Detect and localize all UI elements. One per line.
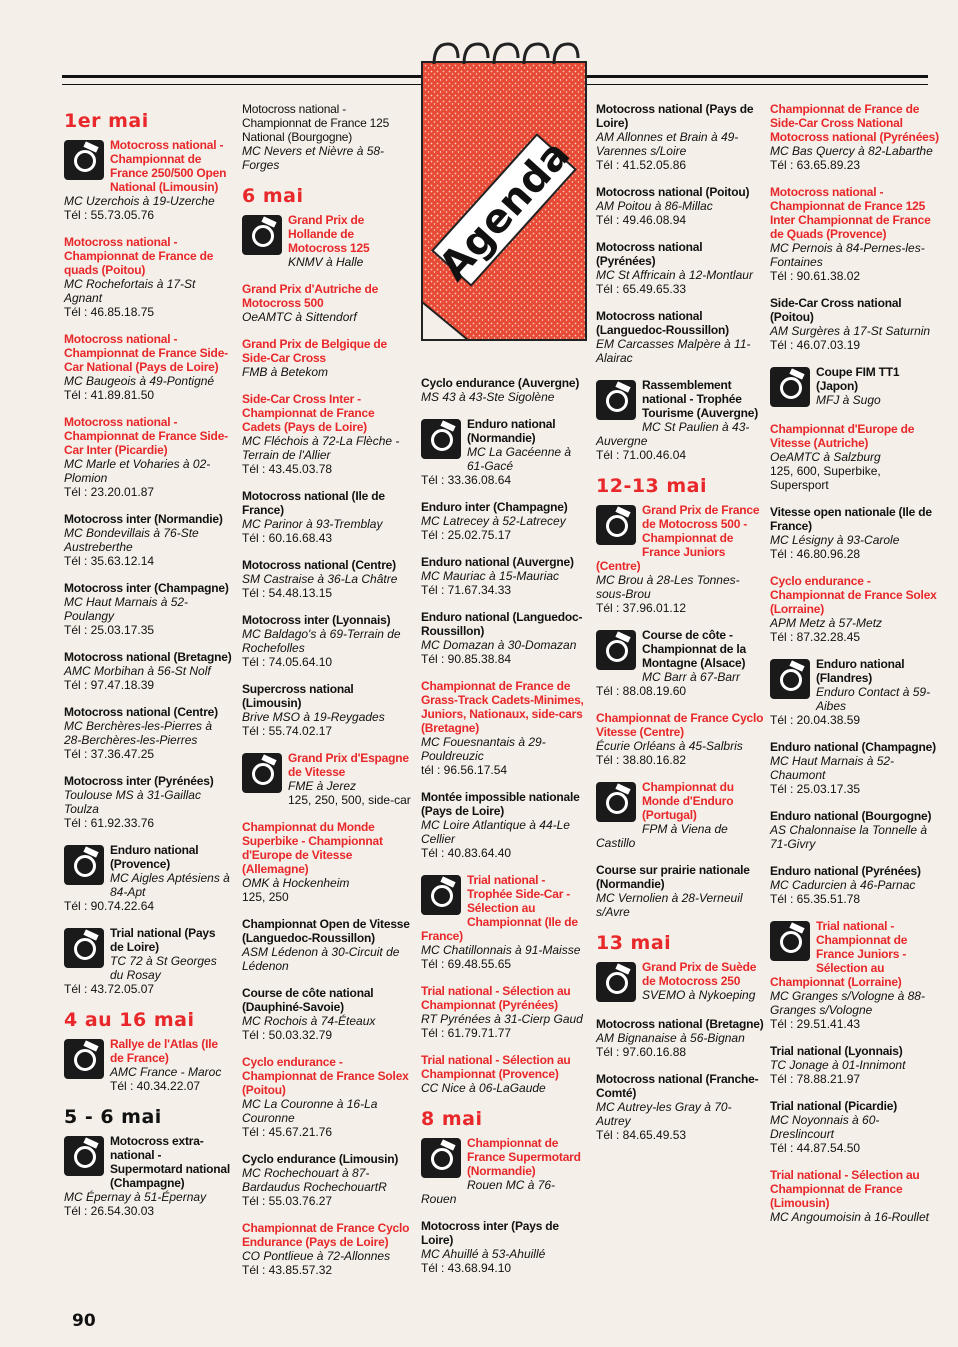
agenda-entry	[596, 711, 764, 767]
trial-icon	[770, 921, 810, 961]
enduro-icon	[770, 659, 810, 699]
agenda-entry	[242, 213, 412, 269]
speed-icon	[242, 753, 282, 793]
event-phone: Tél : 50.03.32.79	[242, 1028, 333, 1042]
event-phone: Tél : 71.67.34.33	[421, 583, 512, 597]
event-phone: Tél : 40.83.64.40	[421, 846, 512, 860]
event-title: Motocross national - Championnat de France Side-Car Inter (Picardie)	[64, 415, 228, 457]
date-heading: 4 au 16 mai	[64, 1009, 195, 1031]
enduro-icon	[596, 782, 636, 822]
agenda-entry	[64, 332, 232, 402]
column-3	[421, 376, 589, 1288]
event-title: Motocross national (Bretagne)	[596, 1017, 764, 1031]
event-phone: Tél : 88.08.19.60	[596, 684, 687, 698]
event-phone: Tél : 61.92.33.76	[64, 816, 155, 830]
event-classes: 125, 250, 500, side-car	[288, 793, 411, 807]
event-phone: Tél : 49.46.08.94	[596, 213, 687, 227]
agenda-entry	[770, 809, 940, 851]
event-phone: Tél : 43.68.94.10	[421, 1261, 512, 1275]
agenda-entry	[242, 751, 412, 807]
page-number: 90	[72, 1311, 96, 1331]
event-organizer: MC Épernay à 51-Épernay	[64, 1190, 207, 1204]
agenda-entry	[421, 417, 589, 487]
event-title: Rassemblement national - Trophée Tourisme (Auvergne)	[642, 378, 758, 420]
event-organizer: MC Nevers et Nièvre à 58-Forges	[242, 144, 385, 172]
event-phone: Tél : 74.05.64.10	[242, 655, 333, 669]
event-organizer: MC Baugeois à 49-Pontigné	[64, 374, 215, 388]
event-title: Motocross inter (Champagne)	[64, 581, 229, 595]
event-organizer: EM Carcasses Malpère à 11-Alairac	[596, 337, 751, 365]
event-phone: Tél : 40.34.22.07	[110, 1079, 201, 1093]
event-title: Motocross national (Bretagne)	[64, 650, 232, 664]
event-phone: Tél : 44.87.54.50	[770, 1141, 861, 1155]
event-title: Motocross national (Ile de France)	[242, 489, 385, 517]
event-phone: Tél : 97.60.16.88	[596, 1045, 687, 1059]
column-5	[770, 102, 940, 1237]
event-phone: Tél : 54.48.13.15	[242, 586, 333, 600]
agenda-entry	[421, 984, 589, 1040]
agenda-entry	[64, 843, 232, 913]
agenda-entry	[421, 500, 589, 542]
event-title: Motocross national (Poitou)	[596, 185, 750, 199]
event-organizer: MC Domazan à 30-Domazan	[421, 638, 577, 652]
enduro-icon	[64, 845, 104, 885]
hillclimb-icon	[596, 630, 636, 670]
event-title: Championnat de France de Side-Car Cross National Motocross national (Pyrénées)	[770, 102, 939, 144]
agenda-entry	[64, 581, 232, 637]
agenda-entry	[770, 574, 940, 644]
event-organizer: OeAMTC à Salzburg	[770, 450, 881, 464]
agenda-entry	[64, 415, 232, 499]
tourism-icon	[596, 380, 636, 420]
agenda-entry	[64, 235, 232, 319]
event-title: Course de côte - Championnat de la Montagne (Alsace)	[642, 628, 746, 670]
event-organizer: TC Jonage à 01-Innimont	[770, 1058, 906, 1072]
event-title: Trial national - Sélection au Championnat de France (Limousin)	[770, 1168, 920, 1210]
event-organizer: TC 72 à St Georges du Rosay	[110, 954, 217, 982]
event-title: Motocross inter (Lyonnais)	[242, 613, 391, 627]
agenda-entry	[421, 679, 589, 777]
event-title: Coupe FIM TT1 (Japon)	[816, 365, 900, 393]
event-phone: Tél : 71.00.46.04	[596, 448, 687, 462]
agenda-entry	[421, 790, 589, 860]
event-organizer: MC Bas Quercy à 82-Labarthe	[770, 144, 933, 158]
event-phone: Tél : 41.89.81.50	[64, 388, 155, 402]
agenda-entry	[64, 705, 232, 761]
motocross-icon	[64, 140, 104, 180]
event-organizer: AM Allonnes et Brain à 49-Varennes s/Loire	[596, 130, 739, 158]
event-phone: Tél : 37.96.01.12	[596, 601, 687, 615]
event-title: Cyclo endurance (Limousin)	[242, 1152, 399, 1166]
event-title: Side-Car Cross national (Poitou)	[770, 296, 902, 324]
event-organizer: AM Bignanaise à 56-Bignan	[596, 1031, 745, 1045]
motocross-icon	[421, 1138, 461, 1178]
event-title: Motocross national (Centre)	[242, 558, 396, 572]
event-organizer: MC Rochefortais à 17-St Agnant	[64, 277, 196, 305]
event-phone: Tél : 25.03.17.35	[770, 782, 861, 796]
event-title: Championnat de France Supermotard (Normandie)	[467, 1136, 581, 1178]
event-organizer: Toulouse MS à 31-Gaillac Toulza	[64, 788, 201, 816]
event-title: Trial national - Sélection au Championnat (Pyrénées)	[421, 984, 571, 1012]
event-phone: Tél : 35.63.12.14	[64, 554, 155, 568]
event-title: Motocross national (Languedoc-Roussillon)	[596, 309, 729, 337]
event-title: Enduro national (Languedoc-Roussillon)	[421, 610, 583, 638]
event-title: Rallye de l'Atlas (Ile de France)	[110, 1037, 218, 1065]
event-organizer: MC St Affricain à 12-Montlaur	[596, 268, 753, 282]
event-organizer: MC Angoumoisin à 16-Roullet	[770, 1210, 929, 1224]
event-organizer: MC Lésigny à 93-Carole	[770, 533, 900, 547]
event-title: Motocross national (Franche-Comté)	[596, 1072, 759, 1100]
event-phone: Tél : 33.36.08.64	[421, 473, 512, 487]
event-title: Trial national (Picardie)	[770, 1099, 898, 1113]
motocross-icon	[596, 962, 636, 1002]
agenda-entry	[770, 422, 940, 492]
event-organizer: SM Castraise à 36-La Châtre	[242, 572, 398, 586]
event-phone: Tél : 84.65.49.53	[596, 1128, 687, 1142]
event-organizer: MC Cadurcien à 46-Parnac	[770, 878, 916, 892]
agenda-entry	[421, 1136, 589, 1206]
agenda-entry	[770, 365, 940, 409]
event-title: Enduro national (Bourgogne)	[770, 809, 932, 823]
agenda-entry	[421, 610, 589, 666]
date-heading: 5 - 6 mai	[64, 1106, 162, 1128]
agenda-entry	[596, 863, 764, 919]
event-phone: Tél : 87.32.28.45	[770, 630, 861, 644]
event-organizer: OeAMTC à Sittendorf	[242, 310, 357, 324]
event-phone: Tél : 90.61.38.02	[770, 269, 861, 283]
agenda-entry	[242, 102, 412, 172]
event-title: Motocross inter (Pyrénées)	[64, 774, 214, 788]
event-organizer: AM Surgères à 17-St Saturnin	[770, 324, 931, 338]
event-title: Trial national - Sélection au Championnat (Provence)	[421, 1053, 571, 1081]
agenda-entry	[596, 1017, 764, 1059]
agenda-entry	[770, 1099, 940, 1155]
event-title: Motocross national - Championnat de France de quads (Poitou)	[64, 235, 214, 277]
event-title: Montée impossible nationale (Pays de Loire)	[421, 790, 580, 818]
event-organizer: CO Pontlieue à 72-Allonnes	[242, 1249, 391, 1263]
agenda-entry	[770, 505, 940, 561]
event-title: Motocross national - Championnat de France 125 National (Bourgogne)	[242, 102, 390, 144]
event-title: Enduro national (Provence)	[110, 843, 199, 871]
event-organizer: MC Granges s/Vologne à 88-Granges s/Vologne	[770, 989, 925, 1017]
event-organizer: MS 43 à 43-Ste Sigolène	[421, 390, 555, 404]
event-organizer: AS Chalonnaise la Tonnelle à 71-Givry	[770, 823, 928, 851]
event-organizer: ASM Lédenon à 30-Circuit de Lédenon	[242, 945, 400, 973]
event-organizer: MC Mauriac à 15-Mauriac	[421, 569, 560, 583]
event-title: Vitesse open nationale (Ile de France)	[770, 505, 932, 533]
event-organizer: MC La Gacéenne à 61-Gacé	[467, 445, 572, 473]
agenda-entry	[596, 1072, 764, 1142]
agenda-entry	[242, 682, 412, 738]
event-phone: Tél : 43.45.03.78	[242, 462, 333, 476]
agenda-entry	[770, 740, 940, 796]
agenda-entry	[596, 240, 764, 296]
agenda-entry	[64, 774, 232, 830]
event-classes: 125, 600, Superbike, Supersport	[770, 464, 881, 492]
event-phone: Tél : 46.80.96.28	[770, 547, 861, 561]
event-organizer: FME à Jerez	[288, 779, 357, 793]
event-title: Motocross national - Championnat de France Side-Car National (Pays de Loire)	[64, 332, 228, 374]
event-organizer: Brive MSO à 19-Reygades	[242, 710, 385, 724]
event-title: Championnat de France de Grass-Track Cadets-Minimes, Juniors, Nationaux, side-cars (Bretagne)	[421, 679, 584, 735]
agenda-entry	[770, 657, 940, 727]
event-title: Enduro national (Normandie)	[467, 417, 556, 445]
event-organizer: MC Rochechouart à 87-Bardaudus RochechouartR	[242, 1166, 387, 1194]
event-organizer: MC Haut Marnais à 52-Chaumont	[770, 754, 895, 782]
enduro-icon	[421, 419, 461, 459]
event-organizer: MC Latrecey à 52-Latrecey	[421, 514, 566, 528]
date-heading: 1er mai	[64, 110, 149, 132]
event-phone: tél : 96.56.17.54	[421, 763, 508, 777]
event-title: Motocross national (Pays de Loire)	[596, 102, 754, 130]
column-2	[242, 102, 412, 1290]
event-title: Motocross inter (Normandie)	[64, 512, 223, 526]
event-title: Motocross inter (Pays de Loire)	[421, 1219, 559, 1247]
event-phone: Tél : 45.67.21.76	[242, 1125, 333, 1139]
event-phone: Tél : 61.79.71.77	[421, 1026, 512, 1040]
event-organizer: FMB à Betekom	[242, 365, 329, 379]
event-organizer: MC Marle et Voharies à 02-Plomion	[64, 457, 211, 485]
event-phone: Tél : 29.51.41.43	[770, 1017, 861, 1031]
agenda-entry	[770, 185, 940, 283]
event-organizer: Rouen MC à 76-Rouen	[421, 1178, 556, 1206]
event-organizer: AMC France - Maroc	[110, 1065, 222, 1079]
agenda-entry	[421, 555, 589, 597]
event-title: Cyclo endurance - Championnat de France Solex (Poitou)	[242, 1055, 409, 1097]
agenda-entry	[421, 1053, 589, 1095]
event-organizer: MC Barr à 67-Barr	[642, 670, 741, 684]
event-organizer: MC Baldago's à 69-Terrain de Rochefolles	[242, 627, 401, 655]
event-phone: Tél : 69.48.55.65	[421, 957, 512, 971]
agenda-entry	[242, 558, 412, 600]
agenda-entry	[421, 873, 589, 971]
agenda-entry	[421, 376, 589, 404]
event-phone: Tél : 26.54.30.03	[64, 1204, 155, 1218]
motocross-icon	[242, 215, 282, 255]
event-phone: Tél : 65.49.65.33	[596, 282, 687, 296]
event-phone: Tél : 65.35.51.78	[770, 892, 861, 906]
event-organizer: APM Metz à 57-Metz	[770, 616, 883, 630]
agenda-entry	[770, 864, 940, 906]
agenda-entry	[242, 282, 412, 324]
event-title: Motocross national (Pyrénées)	[596, 240, 703, 268]
event-title: Motocross national - Championnat de France 125 Inter Championnat de France de Quads (Provence)	[770, 185, 931, 241]
agenda-notebook-graphic	[418, 40, 590, 342]
event-organizer: MC Brou à 28-Les Tonnes-sous-Brou	[596, 573, 740, 601]
agenda-entry	[242, 613, 412, 669]
agenda-entry	[770, 102, 940, 172]
event-title: Trial national - Trophée Side-Car - Sélection au Championnat (Ile de France)	[421, 873, 578, 943]
event-title: Enduro national (Flandres)	[816, 657, 905, 685]
event-phone: Tél : 90.85.38.84	[421, 652, 512, 666]
event-phone: Tél : 43.72.05.07	[64, 982, 155, 996]
agenda-entry	[770, 1044, 940, 1086]
agenda-entry	[64, 138, 232, 222]
agenda-entry	[242, 1055, 412, 1139]
event-phone: Tél : 25.02.75.17	[421, 528, 512, 542]
speed-icon	[770, 367, 810, 407]
event-phone: Tél : 41.52.05.86	[596, 158, 687, 172]
column-4	[596, 102, 764, 1155]
trial-icon	[421, 875, 461, 915]
event-organizer: MC Ahuillé à 53-Ahuillé	[421, 1247, 546, 1261]
event-phone: Tél : 23.20.01.87	[64, 485, 155, 499]
event-organizer: AMC Morbihan à 56-St Nolf	[64, 664, 211, 678]
event-organizer: MC Aigles Aptésiens à 84-Apt	[110, 871, 230, 899]
event-organizer: MC Uzerchois à 19-Uzerche	[64, 194, 215, 208]
event-title: Course sur prairie nationale (Normandie)	[596, 863, 750, 891]
event-title: Trial national (Lyonnais)	[770, 1044, 903, 1058]
event-title: Championnat d'Europe de Vitesse (Autriche)	[770, 422, 915, 450]
agenda-entry	[242, 986, 412, 1042]
event-phone: Tél : 25.03.17.35	[64, 623, 155, 637]
event-title: Supercross national (Limousin)	[242, 682, 354, 710]
agenda-entry	[64, 926, 232, 996]
agenda-entry	[242, 917, 412, 973]
event-organizer: CC Nice à 06-LaGaude	[421, 1081, 546, 1095]
agenda-entry	[596, 185, 764, 227]
event-organizer: SVEMO à Nykoeping	[642, 988, 756, 1002]
event-organizer: MC Fléchois à 72-La Flèche - Terrain de l'Allier	[242, 434, 400, 462]
agenda-title: Agenda	[430, 131, 579, 290]
date-heading: 13 mai	[596, 932, 672, 954]
event-organizer: Enduro Contact à 59-Aibes	[816, 685, 931, 713]
agenda-entry	[64, 650, 232, 692]
agenda-entry	[242, 820, 412, 904]
event-organizer: MC Haut Marnais à 52-Poulangy	[64, 595, 189, 623]
event-title: Cyclo endurance (Auvergne)	[421, 376, 580, 390]
agenda-entry	[596, 309, 764, 365]
event-title: Grand Prix de Hollande de Motocross 125	[288, 213, 370, 255]
agenda-entry	[596, 102, 764, 172]
event-title: Trial national - Championnat de France Juniors - Sélection au Championnat (Lorraine)	[770, 919, 908, 989]
event-organizer: MFJ à Sugo	[816, 393, 881, 407]
event-organizer: MC Pernois à 84-Pernes-les-Fontaines	[770, 241, 925, 269]
agenda-entry	[596, 780, 764, 850]
event-organizer: MC Autrey-les Gray à 70-Autrey	[596, 1100, 732, 1128]
event-phone: Tél : 46.07.03.19	[770, 338, 861, 352]
event-phone: Tél : 90.74.22.64	[64, 899, 155, 913]
agenda-entry	[770, 1168, 940, 1224]
agenda-entry	[64, 1037, 232, 1093]
event-phone: Tél : 38.80.16.82	[596, 753, 687, 767]
event-title: Side-Car Cross Inter - Championnat de France Cadets (Pays de Loire)	[242, 392, 375, 434]
event-title: Enduro national (Pyrénées)	[770, 864, 921, 878]
event-title: Championnat Open de Vitesse (Languedoc-Roussillon)	[242, 917, 410, 945]
event-phone: Tél : 37.36.47.25	[64, 747, 155, 761]
event-phone: Tél : 78.88.21.97	[770, 1072, 861, 1086]
agenda-entry	[770, 296, 940, 352]
event-title: Championnat du Monde d'Enduro (Portugal)	[642, 780, 734, 822]
agenda-entry	[242, 1221, 412, 1277]
date-heading: 12-13 mai	[596, 475, 708, 497]
event-title: Course de côte national (Dauphiné-Savoie)	[242, 986, 374, 1014]
event-title: Enduro national (Auvergne)	[421, 555, 574, 569]
event-title: Cyclo endurance - Championnat de France Solex (Lorraine)	[770, 574, 937, 616]
event-organizer: MC Parinor à 93-Tremblay	[242, 517, 383, 531]
agenda-entry	[421, 1219, 589, 1275]
event-phone: Tél : 46.85.18.75	[64, 305, 155, 319]
event-title: Grand Prix de Suède de Motocross 250	[642, 960, 757, 988]
event-organizer: MC Fouesnantais à 29-Pouldreuzic	[421, 735, 546, 763]
event-title: Motocross extra-national - Supermotard national (Champagne)	[110, 1134, 231, 1190]
event-title: Championnat de France Cyclo Vitesse (Centre)	[596, 711, 764, 739]
event-organizer: RT Pyrénées à 31-Cierp Gaud	[421, 1012, 583, 1026]
agenda-entry	[596, 378, 764, 462]
event-organizer: FPM à Viena de Castillo	[596, 822, 728, 850]
event-phone: Tél : 55.74.02.17	[242, 724, 333, 738]
agenda-entry	[242, 1152, 412, 1208]
date-heading: 8 mai	[421, 1108, 483, 1130]
agenda-entry	[596, 628, 764, 698]
date-heading: 6 mai	[242, 185, 304, 207]
event-phone: Tél : 63.65.89.23	[770, 158, 861, 172]
event-phone: Tél : 55.73.05.76	[64, 208, 155, 222]
agenda-entry	[64, 512, 232, 568]
event-organizer: Écurie Orléans à 45-Salbris	[596, 739, 743, 753]
event-phone: Tél : 20.04.38.59	[770, 713, 861, 727]
agenda-entry	[242, 489, 412, 545]
event-organizer: MC Vernolien à 28-Verneuil s/Avre	[596, 891, 743, 919]
event-organizer: MC Loire Atlantique à 44-Le Cellier	[421, 818, 570, 846]
event-organizer: AM Poitou à 86-Millac	[596, 199, 713, 213]
event-classes: 125, 250	[242, 890, 289, 904]
event-title: Grand Prix d'Espagne de Vitesse	[288, 751, 409, 779]
agenda-entry	[596, 503, 764, 615]
event-title: Grand Prix d'Autriche de Motocross 500	[242, 282, 379, 310]
event-organizer: MC Noyonnais à 60-Dreslincourt	[770, 1113, 880, 1141]
agenda-entry	[64, 1134, 232, 1218]
event-organizer: MC Berchères-les-Pierres à 28-Berchères-les-Pierres	[64, 719, 213, 747]
event-title: Trial national (Pays de Loire)	[110, 926, 216, 954]
rally-icon	[64, 1039, 104, 1079]
event-title: Motocross national (Centre)	[64, 705, 218, 719]
agenda-entry	[596, 960, 764, 1004]
event-organizer: MC Bondevillais à 76-Ste Austreberthe	[64, 526, 199, 554]
event-organizer: MC Rochois à 74-Éteaux	[242, 1014, 376, 1028]
event-title: Championnat de France Cyclo Endurance (Pays de Loire)	[242, 1221, 410, 1249]
trial-icon	[64, 928, 104, 968]
motocross-icon	[596, 505, 636, 545]
event-title: Grand Prix de France de Motocross 500 - Championnat de France Juniors (Centre)	[596, 503, 760, 573]
event-organizer: MC St Paulien à 43-Auvergne	[596, 420, 750, 448]
event-organizer: KNMV à Halle	[288, 255, 364, 269]
agenda-entry	[770, 919, 940, 1031]
event-title: Enduro national (Champagne)	[770, 740, 936, 754]
event-phone: Tél : 97.47.18.39	[64, 678, 155, 692]
event-title: Championnat du Monde Superbike - Championnat d'Europe de Vitesse (Allemagne)	[242, 820, 383, 876]
event-phone: Tél : 55.03.76.27	[242, 1194, 333, 1208]
event-organizer: MC La Couronne à 16-La Couronne	[242, 1097, 378, 1125]
event-title: Grand Prix de Belgique de Side-Car Cross	[242, 337, 388, 365]
agenda-entry	[242, 337, 412, 379]
event-title: Motocross national - Championnat de France 250/500 Open National (Limousin)	[110, 138, 227, 194]
event-organizer: MC Chatillonnais à 91-Maisse	[421, 943, 581, 957]
event-phone: Tél : 43.85.57.32	[242, 1263, 333, 1277]
column-1	[64, 102, 232, 1231]
agenda-entry	[242, 392, 412, 476]
event-title: Enduro inter (Champagne)	[421, 500, 568, 514]
event-organizer: OMK à Hockenheim	[242, 876, 350, 890]
supermotard-icon	[64, 1136, 104, 1176]
event-phone: Tél : 60.16.68.43	[242, 531, 333, 545]
